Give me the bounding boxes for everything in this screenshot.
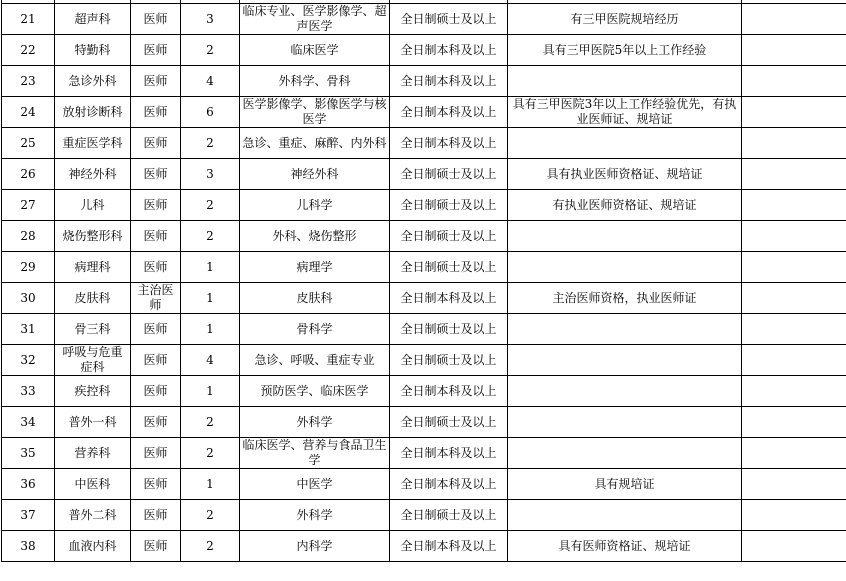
table-row xyxy=(2,4,846,35)
cell-count: 2 xyxy=(181,128,240,159)
cell-position: 医师 xyxy=(131,97,181,128)
cell-department: 普外一科 xyxy=(55,407,131,438)
cell-position: 医师 xyxy=(131,438,181,469)
cell-education: 全日制本科及以上 xyxy=(390,35,508,66)
cell-major: 神经外科 xyxy=(240,159,390,190)
cell-major: 外科、烧伤整形 xyxy=(240,221,390,252)
cell-education: 全日制本科及以上 xyxy=(390,66,508,97)
cell-position: 医师 xyxy=(131,159,181,190)
cell-no: 21 xyxy=(2,4,55,35)
cell-count: 1 xyxy=(181,376,240,407)
cell-department: 特勤科 xyxy=(55,35,131,66)
cell-count: 2 xyxy=(181,531,240,562)
cell-count: 4 xyxy=(181,345,240,376)
table-row xyxy=(2,438,846,469)
cell-requirement: 具有三甲医院5年以上工作经验 xyxy=(508,35,742,66)
cell-education: 全日制硕士及以上 xyxy=(390,345,508,376)
table-row xyxy=(2,97,846,128)
cell-requirement xyxy=(508,376,742,407)
cell-education: 全日制硕士及以上 xyxy=(390,407,508,438)
cell-education: 全日制本科及以上 xyxy=(390,531,508,562)
cell-no: 38 xyxy=(2,531,55,562)
cell-requirement: 有三甲医院规培经历 xyxy=(508,4,742,35)
cell-department: 营养科 xyxy=(55,438,131,469)
cell-position: 医师 xyxy=(131,128,181,159)
cell-requirement: 具有执业医师资格证、规培证 xyxy=(508,159,742,190)
cell-count: 2 xyxy=(181,500,240,531)
cell-no: 36 xyxy=(2,469,55,500)
cell-no: 28 xyxy=(2,221,55,252)
cell-blank xyxy=(742,283,846,314)
table-row xyxy=(2,376,846,407)
cell-no: 29 xyxy=(2,252,55,283)
cell-requirement: 具有医师资格证、规培证 xyxy=(508,531,742,562)
cell-count: 1 xyxy=(181,469,240,500)
cell-education: 全日制本科及以上 xyxy=(390,97,508,128)
table-row xyxy=(2,469,846,500)
cell-education: 全日制硕士及以上 xyxy=(390,314,508,345)
cell-count: 3 xyxy=(181,159,240,190)
cell-position: 医师 xyxy=(131,314,181,345)
cell-department: 疾控科 xyxy=(55,376,131,407)
cell-requirement: 主治医师资格，执业医师证 xyxy=(508,283,742,314)
cell-major: 内科学 xyxy=(240,531,390,562)
table-row xyxy=(2,314,846,345)
cell-department: 血液内科 xyxy=(55,531,131,562)
cell-blank xyxy=(742,407,846,438)
cell-education: 全日制本科及以上 xyxy=(390,376,508,407)
table-row xyxy=(2,221,846,252)
cell-no: 34 xyxy=(2,407,55,438)
cell-no: 30 xyxy=(2,283,55,314)
cell-position: 医师 xyxy=(131,190,181,221)
cell-major: 儿科学 xyxy=(240,190,390,221)
cell-count: 4 xyxy=(181,66,240,97)
cell-count: 2 xyxy=(181,438,240,469)
cell-no: 31 xyxy=(2,314,55,345)
cell-department: 重症医学科 xyxy=(55,128,131,159)
cell-no: 26 xyxy=(2,159,55,190)
cell-blank xyxy=(742,128,846,159)
cell-major: 皮肤科 xyxy=(240,283,390,314)
cell-department: 烧伤整形科 xyxy=(55,221,131,252)
cell-no: 23 xyxy=(2,66,55,97)
cell-no: 33 xyxy=(2,376,55,407)
cell-no: 35 xyxy=(2,438,55,469)
cell-position: 主治医师 xyxy=(131,283,181,314)
cell-position: 医师 xyxy=(131,35,181,66)
cell-position: 医师 xyxy=(131,469,181,500)
cell-blank xyxy=(742,35,846,66)
cell-position: 医师 xyxy=(131,376,181,407)
cell-count: 2 xyxy=(181,190,240,221)
cell-blank xyxy=(742,438,846,469)
cell-requirement xyxy=(508,314,742,345)
cell-major: 外科学 xyxy=(240,500,390,531)
cell-requirement xyxy=(508,66,742,97)
cell-position: 医师 xyxy=(131,407,181,438)
cell-department: 神经外科 xyxy=(55,159,131,190)
cell-education: 全日制硕士及以上 xyxy=(390,190,508,221)
table-row xyxy=(2,345,846,376)
cell-blank xyxy=(742,4,846,35)
cell-requirement: 具有三甲医院3年以上工作经验优先，有执业医师证、规培证 xyxy=(508,97,742,128)
table-row xyxy=(2,35,846,66)
cell-blank xyxy=(742,66,846,97)
table-row xyxy=(2,500,846,531)
cell-requirement xyxy=(508,438,742,469)
cell-major: 临床专业、医学影像学、超声医学 xyxy=(240,4,390,35)
cell-department: 急诊外科 xyxy=(55,66,131,97)
cell-count: 1 xyxy=(181,252,240,283)
cell-major: 急诊、呼吸、重症专业 xyxy=(240,345,390,376)
cell-major: 外科学 xyxy=(240,407,390,438)
recruitment-table xyxy=(1,0,846,562)
cell-blank xyxy=(742,500,846,531)
cell-count: 3 xyxy=(181,4,240,35)
cell-count: 2 xyxy=(181,221,240,252)
cell-count: 1 xyxy=(181,283,240,314)
cell-education: 全日制本科及以上 xyxy=(390,128,508,159)
cell-major: 急诊、重症、麻醉、内外科 xyxy=(240,128,390,159)
table-row xyxy=(2,283,846,314)
cell-department: 皮肤科 xyxy=(55,283,131,314)
cell-no: 32 xyxy=(2,345,55,376)
cell-blank xyxy=(742,252,846,283)
cell-requirement xyxy=(508,500,742,531)
cell-no: 37 xyxy=(2,500,55,531)
cell-position: 医师 xyxy=(131,500,181,531)
table-row xyxy=(2,407,846,438)
cell-education: 全日制本科及以上 xyxy=(390,283,508,314)
cell-count: 6 xyxy=(181,97,240,128)
cell-department: 儿科 xyxy=(55,190,131,221)
cell-blank xyxy=(742,190,846,221)
cell-blank xyxy=(742,469,846,500)
cell-requirement xyxy=(508,407,742,438)
cell-no: 25 xyxy=(2,128,55,159)
cell-no: 27 xyxy=(2,190,55,221)
cell-requirement xyxy=(508,128,742,159)
table-row xyxy=(2,190,846,221)
cell-department: 呼吸与危重症科 xyxy=(55,345,131,376)
cell-blank xyxy=(742,314,846,345)
table-row xyxy=(2,66,846,97)
cell-department: 超声科 xyxy=(55,4,131,35)
cell-no: 24 xyxy=(2,97,55,128)
cell-education: 全日制本科及以上 xyxy=(390,469,508,500)
cell-requirement: 具有规培证 xyxy=(508,469,742,500)
cell-requirement xyxy=(508,221,742,252)
cell-position: 医师 xyxy=(131,66,181,97)
cell-education: 全日制硕士及以上 xyxy=(390,221,508,252)
cell-education: 全日制硕士及以上 xyxy=(390,252,508,283)
cell-count: 1 xyxy=(181,314,240,345)
cell-blank xyxy=(742,97,846,128)
cell-requirement xyxy=(508,252,742,283)
cell-education: 全日制硕士及以上 xyxy=(390,500,508,531)
cell-requirement: 有执业医师资格证、规培证 xyxy=(508,190,742,221)
cell-department: 普外二科 xyxy=(55,500,131,531)
cell-major: 预防医学、临床医学 xyxy=(240,376,390,407)
cell-position: 医师 xyxy=(131,221,181,252)
cell-major: 临床医学、营养与食品卫生学 xyxy=(240,438,390,469)
cell-department: 骨三科 xyxy=(55,314,131,345)
cell-blank xyxy=(742,531,846,562)
cell-blank xyxy=(742,159,846,190)
cell-blank xyxy=(742,345,846,376)
cell-major: 外科学、骨科 xyxy=(240,66,390,97)
cell-education: 全日制硕士及以上 xyxy=(390,159,508,190)
cell-requirement xyxy=(508,345,742,376)
cell-position: 医师 xyxy=(131,531,181,562)
cell-major: 临床医学 xyxy=(240,35,390,66)
table-row xyxy=(2,159,846,190)
cell-count: 2 xyxy=(181,407,240,438)
table-row xyxy=(2,531,846,562)
cell-position: 医师 xyxy=(131,4,181,35)
cell-blank xyxy=(742,376,846,407)
cell-department: 中医科 xyxy=(55,469,131,500)
cell-no: 22 xyxy=(2,35,55,66)
cell-position: 医师 xyxy=(131,252,181,283)
cell-department: 放射诊断科 xyxy=(55,97,131,128)
cell-blank xyxy=(742,221,846,252)
table-row xyxy=(2,252,846,283)
table-row xyxy=(2,128,846,159)
cell-count: 2 xyxy=(181,35,240,66)
cell-position: 医师 xyxy=(131,345,181,376)
cell-major: 骨科学 xyxy=(240,314,390,345)
cell-major: 病理学 xyxy=(240,252,390,283)
cell-major: 中医学 xyxy=(240,469,390,500)
cell-department: 病理科 xyxy=(55,252,131,283)
cell-education: 全日制硕士及以上 xyxy=(390,4,508,35)
cell-education: 全日制本科及以上 xyxy=(390,438,508,469)
cell-major: 医学影像学、影像医学与核医学 xyxy=(240,97,390,128)
